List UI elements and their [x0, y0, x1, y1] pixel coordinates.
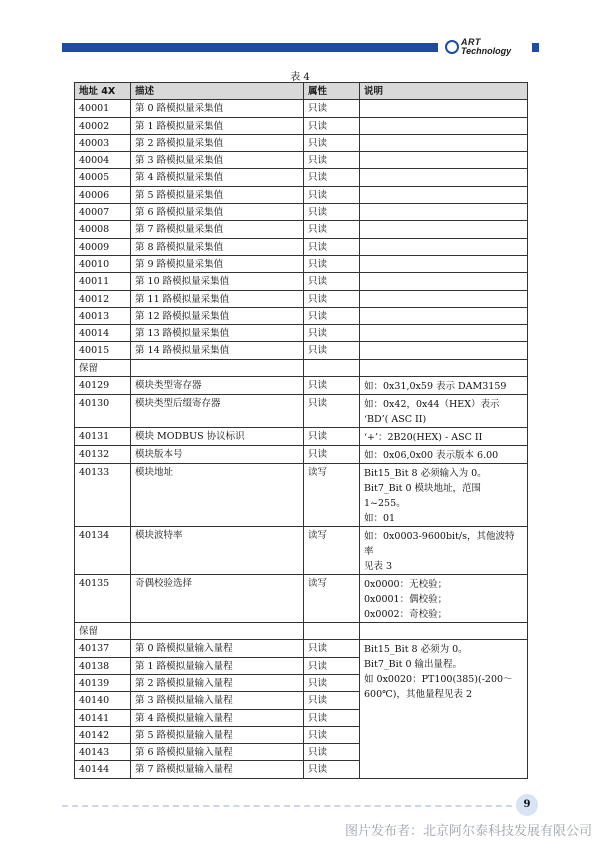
- cell-description: 模块地址: [131, 464, 304, 527]
- cell-note: [360, 527, 528, 575]
- note-line: 如：0x06,0x00 表示版本 6.00: [364, 450, 499, 462]
- cell-note: [360, 575, 528, 623]
- cell-note: [360, 325, 528, 342]
- table-header-row: [75, 83, 528, 100]
- cell-address: 40013: [75, 307, 131, 324]
- footer-divider: [62, 805, 522, 807]
- cell-attribute: 只读: [304, 395, 360, 428]
- table-row: [75, 377, 528, 395]
- note-line: 0x0002：奇校验；: [364, 609, 448, 621]
- cell-attribute: 只读: [304, 134, 360, 151]
- table-row: [75, 446, 528, 464]
- table-row: [75, 464, 528, 527]
- table-row: [75, 152, 528, 169]
- cell-attribute: 只读: [304, 377, 360, 395]
- cell-address: 40012: [75, 290, 131, 307]
- cell-description: 第 5 路模拟量采集值: [131, 186, 304, 203]
- cell-description: 第 1 路模拟量输入量程: [131, 657, 304, 674]
- table-row: [75, 325, 528, 342]
- table-row: [75, 290, 528, 307]
- cell-description: [131, 623, 304, 640]
- cell-attribute: 只读: [304, 221, 360, 238]
- cell-address: 40004: [75, 152, 131, 169]
- cell-attribute: 只读: [304, 726, 360, 743]
- cell-note: [360, 152, 528, 169]
- note-line: 0x0001：偶校验；: [364, 594, 448, 606]
- cell-note: [360, 395, 528, 428]
- cell-note: [360, 377, 528, 395]
- header-address: 地址 4X: [75, 83, 131, 100]
- page-number: 9: [516, 794, 538, 816]
- cell-note: [360, 238, 528, 255]
- cell-address: 40011: [75, 273, 131, 290]
- header-attribute: 属性: [304, 83, 360, 100]
- register-table: [74, 82, 528, 779]
- table-row: [75, 575, 528, 623]
- cell-description: 第 4 路模拟量采集值: [131, 169, 304, 186]
- cell-attribute: 只读: [304, 446, 360, 464]
- cell-description: [131, 359, 304, 376]
- cell-description: 第 0 路模拟量输入量程: [131, 640, 304, 657]
- cell-attribute: [304, 623, 360, 640]
- cell-description: 第 14 路模拟量采集值: [131, 342, 304, 359]
- cell-address: 40010: [75, 255, 131, 272]
- cell-address: 40003: [75, 134, 131, 151]
- cell-note: [360, 134, 528, 151]
- cell-attribute: 只读: [304, 117, 360, 134]
- note-line: Bit7_Bit 0 输出量程。: [364, 659, 463, 671]
- note-line: ‘+’：2B20(HEX) - ASC II: [364, 432, 483, 444]
- note-line: Bit15_Bit 8 必须输入为 0。: [364, 468, 487, 480]
- cell-description: 奇偶校验选择: [131, 575, 304, 623]
- cell-description: 第 7 路模拟量输入量程: [131, 761, 304, 778]
- table-caption: 表 4: [290, 72, 310, 83]
- cell-attribute: 只读: [304, 273, 360, 290]
- cell-description: 第 6 路模拟量采集值: [131, 204, 304, 221]
- cell-attribute: 只读: [304, 238, 360, 255]
- table-row: [75, 640, 528, 657]
- cell-note: [360, 640, 528, 778]
- cell-address: 40143: [75, 744, 131, 761]
- note-line: 见表 3: [364, 561, 393, 573]
- note-line: ‘BD’( ASC II): [364, 414, 427, 426]
- cell-address: 40133: [75, 464, 131, 527]
- cell-attribute: 只读: [304, 744, 360, 761]
- cell-attribute: 只读: [304, 307, 360, 324]
- cell-note: [360, 623, 528, 640]
- table-row: [75, 342, 528, 359]
- cell-description: 第 6 路模拟量输入量程: [131, 744, 304, 761]
- cell-description: 模块波特率: [131, 527, 304, 575]
- cell-note: [360, 342, 528, 359]
- cell-attribute: 只读: [304, 640, 360, 657]
- note-line: Bit15_Bit 8 必须为 0。: [364, 644, 468, 656]
- cell-address: 40008: [75, 221, 131, 238]
- note-line: Bit7_Bit 0 模块地址，范围 1~255。: [364, 483, 482, 510]
- cell-note: [360, 100, 528, 117]
- cell-description: 模块类型后缀寄存器: [131, 395, 304, 428]
- cell-description: 模块版本号: [131, 446, 304, 464]
- cell-address: 40140: [75, 692, 131, 709]
- cell-address: 保留: [75, 623, 131, 640]
- cell-attribute: 只读: [304, 761, 360, 778]
- cell-description: 第 2 路模拟量采集值: [131, 134, 304, 151]
- cell-address: 40134: [75, 527, 131, 575]
- table-row: [75, 428, 528, 446]
- cell-description: 第 5 路模拟量输入量程: [131, 726, 304, 743]
- cell-attribute: 只读: [304, 152, 360, 169]
- logo-icon: [445, 40, 459, 54]
- cell-note: [360, 186, 528, 203]
- cell-address: 40137: [75, 640, 131, 657]
- cell-description: 第 0 路模拟量采集值: [131, 100, 304, 117]
- cell-description: 第 9 路模拟量采集值: [131, 255, 304, 272]
- cell-address: 40132: [75, 446, 131, 464]
- cell-address: 40129: [75, 377, 131, 395]
- cell-description: 第 7 路模拟量采集值: [131, 221, 304, 238]
- cell-description: 第 10 路模拟量采集值: [131, 273, 304, 290]
- cell-description: 第 3 路模拟量采集值: [131, 152, 304, 169]
- cell-description: 第 13 路模拟量采集值: [131, 325, 304, 342]
- table-row: [75, 273, 528, 290]
- cell-address: 40006: [75, 186, 131, 203]
- cell-address: 40002: [75, 117, 131, 134]
- note-line: 如：0x31,0x59 表示 DAM3159: [364, 381, 507, 393]
- cell-note: [360, 117, 528, 134]
- cell-description: 第 4 路模拟量输入量程: [131, 709, 304, 726]
- table-row: [75, 134, 528, 151]
- table-row: [75, 255, 528, 272]
- cell-attribute: 只读: [304, 428, 360, 446]
- cell-attribute: 读写: [304, 575, 360, 623]
- cell-address: 40001: [75, 100, 131, 117]
- cell-attribute: 只读: [304, 100, 360, 117]
- publisher-credit: 图片发布者：北京阿尔泰科技发展有限公司: [344, 824, 592, 839]
- cell-address: 40009: [75, 238, 131, 255]
- cell-note: [360, 290, 528, 307]
- header-bar: [62, 43, 438, 52]
- cell-note: [360, 169, 528, 186]
- table-row: [75, 221, 528, 238]
- cell-address: 40141: [75, 709, 131, 726]
- table-row: [75, 186, 528, 203]
- cell-address: 40007: [75, 204, 131, 221]
- cell-description: 第 12 路模拟量采集值: [131, 307, 304, 324]
- cell-attribute: 只读: [304, 290, 360, 307]
- cell-note: [360, 307, 528, 324]
- table-row: [75, 527, 528, 575]
- cell-attribute: 只读: [304, 169, 360, 186]
- cell-note: [360, 428, 528, 446]
- cell-note: [360, 273, 528, 290]
- note-line: 如：0x42，0x44（HEX）表示: [364, 399, 500, 411]
- cell-attribute: 只读: [304, 674, 360, 691]
- table-row: [75, 238, 528, 255]
- note-line: 0x0000：无校验；: [364, 579, 448, 591]
- cell-description: 第 8 路模拟量采集值: [131, 238, 304, 255]
- cell-note: [360, 359, 528, 376]
- cell-attribute: 只读: [304, 657, 360, 674]
- cell-address: 40142: [75, 726, 131, 743]
- cell-attribute: [304, 359, 360, 376]
- table-row: [75, 395, 528, 428]
- cell-attribute: 只读: [304, 255, 360, 272]
- cell-note: [360, 204, 528, 221]
- cell-description: 模块类型寄存器: [131, 377, 304, 395]
- cell-address: 40135: [75, 575, 131, 623]
- cell-attribute: 只读: [304, 342, 360, 359]
- cell-attribute: 只读: [304, 204, 360, 221]
- cell-note: [360, 255, 528, 272]
- cell-address: 40139: [75, 674, 131, 691]
- note-line: 如：01: [364, 513, 396, 525]
- table-row: [75, 359, 528, 376]
- note-line: 600℃)，其他量程见表 2: [364, 689, 473, 701]
- table-row: [75, 100, 528, 117]
- cell-description: 第 3 路模拟量输入量程: [131, 692, 304, 709]
- cell-address: 40130: [75, 395, 131, 428]
- cell-attribute: 读写: [304, 527, 360, 575]
- cell-address: 40014: [75, 325, 131, 342]
- cell-note: [360, 446, 528, 464]
- logo-text-technology: Technology: [461, 46, 512, 56]
- cell-attribute: 只读: [304, 692, 360, 709]
- header-note: 说明: [360, 83, 528, 100]
- header-description: 描述: [131, 83, 304, 100]
- table-row: [75, 117, 528, 134]
- note-line: 如：0x0003-9600bit/s，其他波特率: [364, 531, 515, 558]
- cell-address: 保留: [75, 359, 131, 376]
- note-line: 如 0x0020：PT100(385)(-200～: [364, 674, 513, 686]
- cell-description: 模块 MODBUS 协议标识: [131, 428, 304, 446]
- cell-address: 40015: [75, 342, 131, 359]
- cell-description: 第 1 路模拟量采集值: [131, 117, 304, 134]
- cell-address: 40005: [75, 169, 131, 186]
- cell-address: 40138: [75, 657, 131, 674]
- header-bar-end: [532, 43, 539, 52]
- table-row: [75, 204, 528, 221]
- logo-text-art: ART: [461, 37, 481, 47]
- cell-attribute: 只读: [304, 325, 360, 342]
- cell-note: [360, 464, 528, 527]
- cell-attribute: 只读: [304, 709, 360, 726]
- cell-address: 40144: [75, 761, 131, 778]
- cell-description: 第 11 路模拟量采集值: [131, 290, 304, 307]
- table-row: [75, 169, 528, 186]
- cell-address: 40131: [75, 428, 131, 446]
- cell-note: [360, 221, 528, 238]
- cell-description: 第 2 路模拟量输入量程: [131, 674, 304, 691]
- table-row: [75, 307, 528, 324]
- company-logo: [445, 38, 530, 58]
- cell-attribute: 读写: [304, 464, 360, 527]
- table-row: [75, 623, 528, 640]
- cell-attribute: 只读: [304, 186, 360, 203]
